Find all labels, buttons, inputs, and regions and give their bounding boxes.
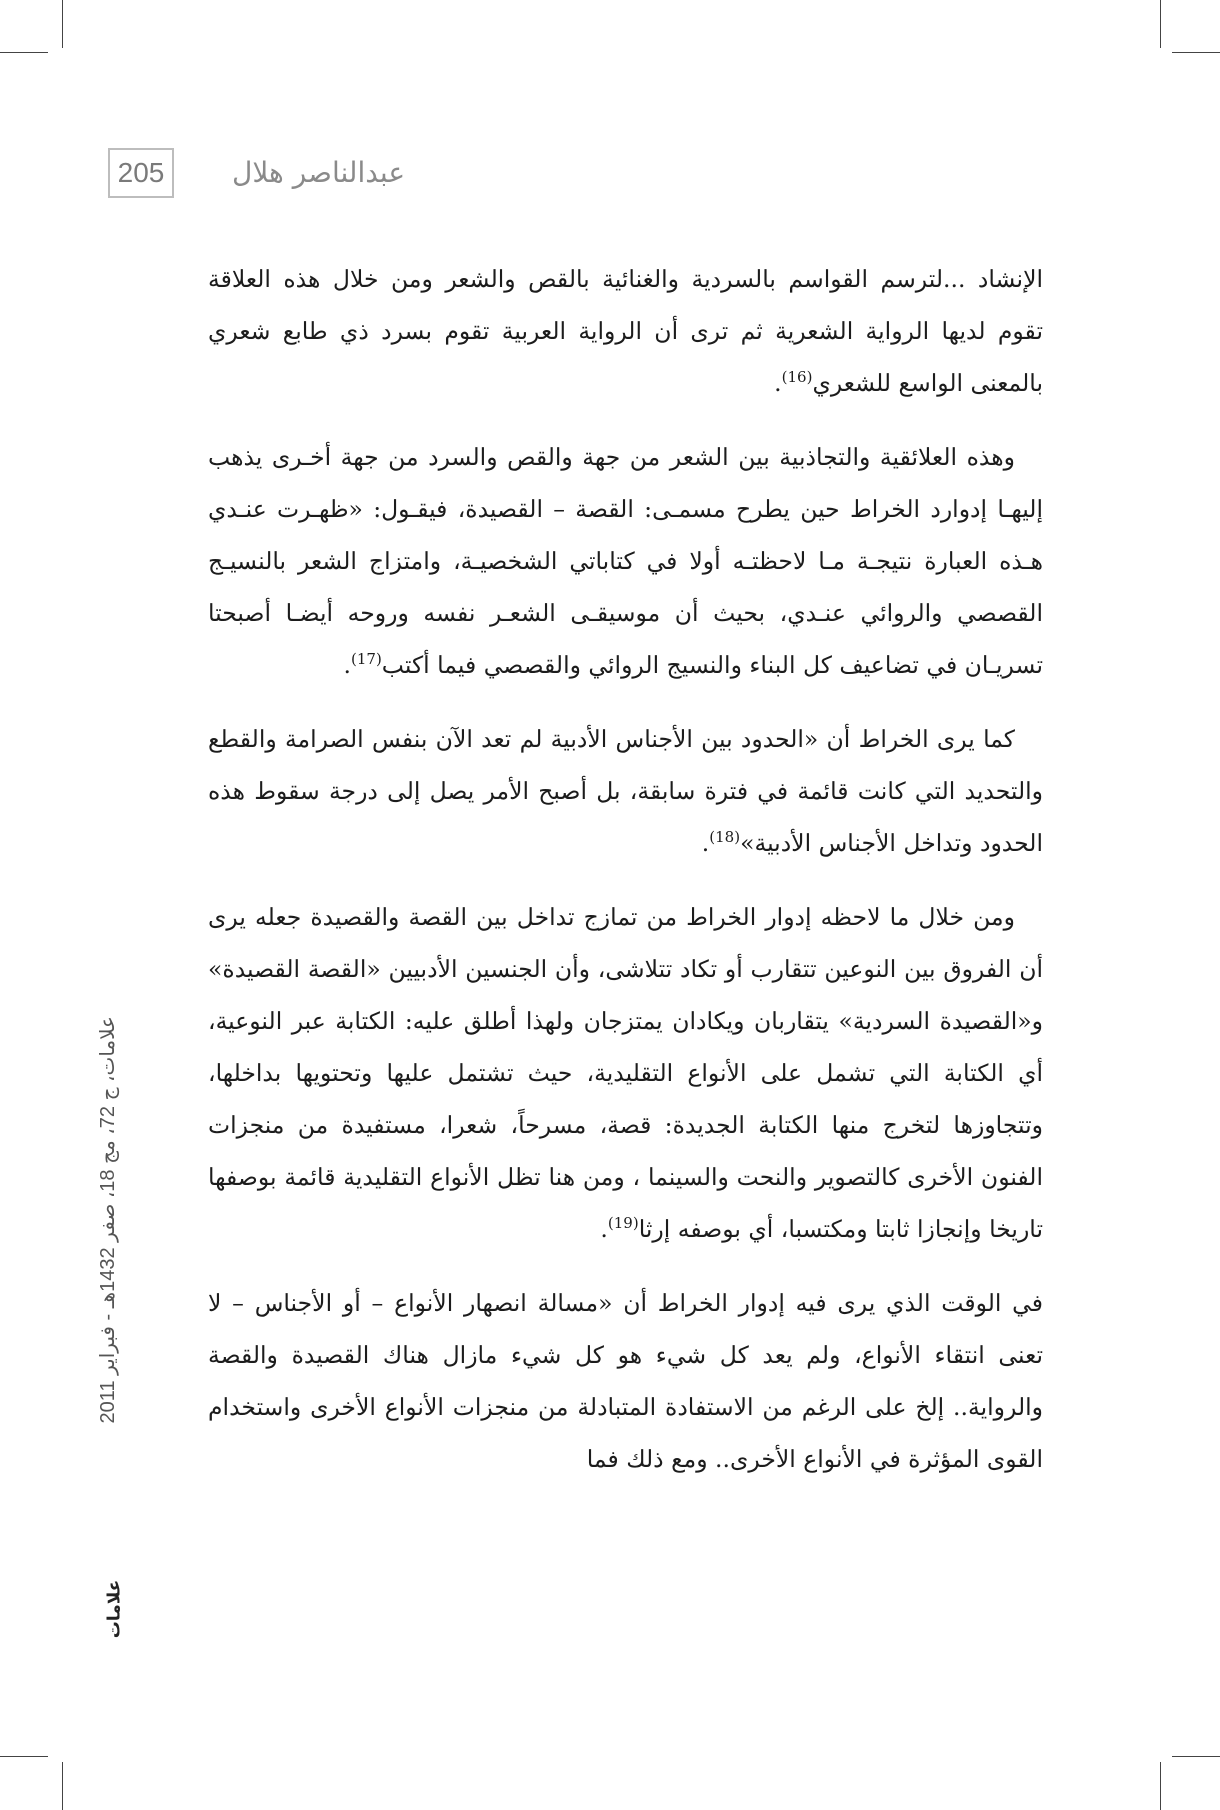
footnote-marker: (17) [350,650,382,669]
paragraph-text: الإنشاد ...لترسم القواسم بالسردية والغنائية بالقص والشعر ومن خلال هذه العلاقة تقوم لديها الرواية الشعرية ثم ترى أن الرواية العربية تقوم بسرد ذي طابع شعري بالمعنى الواسع للشعري [208,265,1043,397]
crop-mark [1160,0,1161,48]
page-number: 205 [108,148,174,198]
paragraph-end: . [600,1215,608,1243]
paragraph [208,253,1043,409]
paragraph [208,891,1043,1255]
paragraph [208,1277,1043,1485]
paragraph [208,431,1043,691]
footnote-marker: (16) [781,368,813,387]
footnote-marker: (19) [607,1214,639,1233]
article-body [208,253,1043,1507]
paragraph-end: . [774,369,782,397]
paragraph-end: . [701,829,710,857]
journal-logo [100,1578,128,1640]
paragraph-end: . [343,651,351,679]
paragraph-text: في الوقت الذي يرى فيه إدوار الخراط أن «مسالة انصهار الأنواع – أو الأجناس – لا تعنى انتقاء الأنواع، ولم يعد كل شيء هو كل شيء مازال هناك القصيدة والقصة والرواية.. إلخ على الرغم من الاستفادة المتبادلة من منجزات الأنواع الأخرى واستخدام القوى المؤثرة في الأنواع الأخرى.. ومع ذلك فما [208,1289,1043,1473]
paragraph-text: وهذه العلائقية والتجاذبية بين الشعر من جهة والقص والسرد من جهة أخـرى يذهب إليهـا إدوارد الخراط حين يطرح مسمـى: القصة – القصيدة، فيقـول: «ظهـرت عنـدي هـذه العبارة نتيجـة مـا لاحظتـه أولا في كتاباتي الشخصيـة، وامتزاج الشعر بالنسيـج القصصي والروائي عنـدي، بحيث أن موسيقـى الشعـر نفسه وروحه أيضـا أصبحتا تسريـان في تضاعيف كل البناء والنسيج الروائي والقصصي فيما أكتب [208,443,1043,679]
crop-mark [62,1762,63,1810]
crop-mark [0,52,48,53]
crop-mark [0,1756,48,1757]
crop-mark [1172,1756,1220,1757]
paragraph [208,713,1043,869]
journal-logo-text: علامات [104,1579,125,1639]
crop-mark [62,0,63,48]
footnote-marker: (18) [709,828,741,847]
journal-citation: علامات، ج 72، مج 18، صفر 1432هـ - فبراير 2011 [97,1016,119,1424]
crop-mark [1160,1762,1161,1810]
crop-mark [1172,52,1220,53]
paragraph-text: ومن خلال ما لاحظه إدوار الخراط من تمازج تداخل بين القصة والقصيدة جعله يرى أن الفروق بين النوعين تتقارب أو تكاد تتلاشى، وأن الجنسين الأدبيين «القصة القصيدة» و«القصيدة السردية» يتقاربان ويكادان يمتزجان ولهذا أطلق عليه: الكتابة عبر النوعية، أي الكتابة التي تشمل على الأنواع التقليدية، حيث تشتمل عليها وتحتويها بداخلها، وتتجاوزها لتخرج منها الكتابة الجديدة: قصة، مسرحاً، شعرا، مستفيدة من منجزات الفنون الأخرى كالتصوير والنحت والسينما ، ومن هنا تظل الأنواع التقليدية قائمة بوصفها تاريخا وإنجازا ثابتا ومكتسبا، أي بوصفه إرثا [208,903,1043,1243]
paragraph-text: كما يرى الخراط أن «الحدود بين الأجناس الأدبية لم تعد الآن بنفس الصرامة والقطع والتحديد التي كانت قائمة في فترة سابقة، بل أصبح الأمر يصل إلى درجة سقوط هذه الحدود وتداخل الأجناس الأدبية» [208,725,1043,857]
running-header-author: عبدالناصر هلال [232,156,406,189]
